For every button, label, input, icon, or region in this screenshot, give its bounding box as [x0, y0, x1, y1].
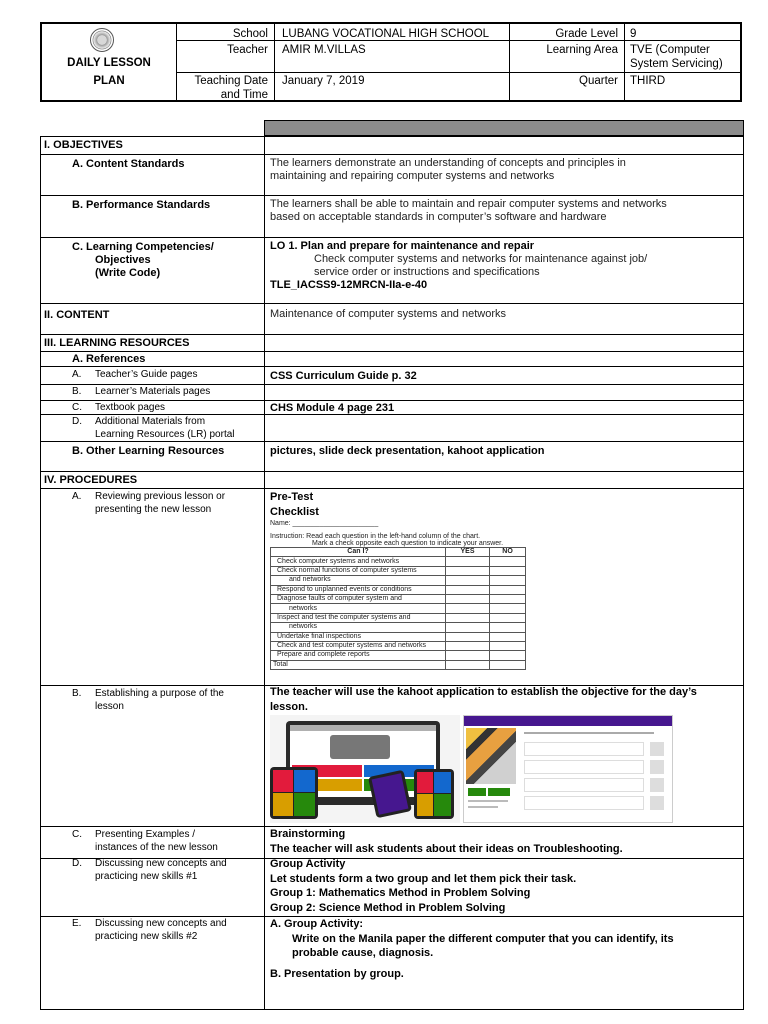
checkbox-yes[interactable]	[446, 613, 490, 622]
checklist-item: Inspect and test the computer systems and	[271, 613, 446, 622]
checklist-item: Diagnose faults of computer system and	[271, 594, 446, 603]
lesson-table	[40, 120, 744, 1010]
pretest-title: Pre-Test Checklist	[270, 491, 319, 518]
ref-num-d: D.	[72, 416, 82, 427]
school-label: School	[232, 28, 268, 40]
grade-value: 9	[630, 28, 637, 40]
page-title: DAILY LESSON PLAN	[67, 57, 151, 87]
checkbox-yes[interactable]	[446, 641, 490, 650]
date-value: January 7, 2019	[282, 75, 365, 87]
deped-seal-icon	[90, 28, 114, 52]
checkbox-yes[interactable]	[446, 594, 490, 603]
area-value: TVE (Computer System Servicing)	[630, 44, 723, 70]
checklist	[270, 520, 528, 670]
checklist-item: Respond to unplanned events or conditions	[271, 585, 446, 594]
checkbox-yes[interactable]	[446, 566, 490, 575]
title-block	[42, 24, 177, 100]
checklist-item: Check computer systems and networks	[271, 557, 446, 566]
proc-b-label: Establishing a purpose of the lesson	[95, 688, 224, 712]
teachers-guide-label: Teacher’s Guide pages	[95, 369, 198, 380]
performance-standards-label: B. Performance Standards	[72, 199, 211, 211]
proc-e-label: Discussing new concepts and practicing new skills #2	[95, 918, 227, 942]
proc-b-text: The teacher will use the kahoot application to establish the objective for the day’s lesson.	[270, 686, 697, 713]
quarter-label: Quarter	[579, 75, 618, 87]
quarter-value: THIRD	[630, 75, 666, 87]
checkbox-no[interactable]	[490, 641, 526, 650]
proc-b-num: B.	[72, 688, 82, 699]
grade-label: Grade Level	[555, 28, 618, 40]
proc-d-label: Discussing new concepts and practicing new skills #1	[95, 858, 227, 882]
checklist-col-question: Can I?	[271, 548, 446, 557]
checklist-col-yes: YES	[446, 548, 490, 557]
checklist-item: Prepare and complete reports	[271, 651, 446, 660]
competencies-label: C. Learning Competencies/ Objectives (Write Code)	[72, 241, 214, 279]
proc-d-text: Group Activity Let students form a two group and let them pick their task. Group 1: Mathematics Method in Problem Solving Group 2: Science Method in Problem Solving	[270, 858, 577, 914]
checklist-item: networks	[271, 604, 446, 613]
checklist-instruction-2: Mark a check opposite each question to indicate your answer.	[312, 540, 504, 547]
competencies-text: LO 1. Plan and prepare for maintenance and repair Check computer systems and networks for maintenance against job/ service order or instructions and specifications TLE_IACSS9-12MRCN-IIa-e-40	[270, 240, 648, 291]
additional-materials-label: Additional Materials from Learning Resources (LR) portal	[95, 416, 235, 440]
teacher-label: Teacher	[227, 44, 268, 56]
content-heading: II. CONTENT	[44, 309, 110, 321]
checkbox-no[interactable]	[490, 613, 526, 622]
proc-a-label: Reviewing previous lesson or presenting the new lesson	[95, 491, 226, 515]
checklist-name: Name: ______________________	[270, 520, 379, 527]
proc-d-num: D.	[72, 858, 82, 869]
teachers-guide-value: CSS Curriculum Guide p. 32	[270, 370, 417, 382]
resources-heading: III. LEARNING RESOURCES	[44, 337, 190, 349]
checkbox-no[interactable]	[490, 585, 526, 594]
proc-e-num: E.	[72, 918, 82, 929]
other-resources-value: pictures, slide deck presentation, kahoot application	[270, 445, 545, 457]
proc-c-num: C.	[72, 829, 82, 840]
ref-num-a: A.	[72, 369, 82, 380]
checklist-table	[270, 547, 526, 670]
content-standards-text: The learners demonstrate an understanding of concepts and principles in maintaining and repairing computer systems and networks	[270, 157, 626, 182]
header-box	[40, 22, 742, 102]
teacher-value: AMIR M.VILLAS	[282, 44, 366, 56]
checklist-col-no: NO	[490, 548, 526, 557]
checklist-item: networks	[271, 623, 446, 632]
date-label: Teaching Date and Time	[194, 75, 268, 101]
ref-num-c: C.	[72, 402, 82, 413]
objectives-heading: I. OBJECTIVES	[44, 139, 123, 151]
checkbox-no[interactable]	[490, 566, 526, 575]
school-value: LUBANG VOCATIONAL HIGH SCHOOL	[282, 28, 490, 40]
content-text: Maintenance of computer systems and networks	[270, 308, 507, 320]
performance-standards-text: The learners shall be able to maintain and repair computer systems and networks based on acceptable standards in computer’s software and hardware	[270, 198, 667, 223]
area-label: Learning Area	[546, 44, 618, 56]
checklist-item: Check and test computer systems and networks	[271, 641, 446, 650]
checkbox-no[interactable]	[490, 594, 526, 603]
proc-c-text: Brainstorming The teacher will ask students about their ideas on Troubleshooting.	[270, 828, 623, 855]
checklist-instruction: Instruction: Read each question in the left-hand column of the chart.	[270, 533, 481, 540]
checkbox-yes[interactable]	[446, 585, 490, 594]
checklist-item: Undertake final inspections	[271, 632, 446, 641]
checklist-item: Check normal functions of computer systems	[271, 566, 446, 575]
checkbox-yes[interactable]	[446, 651, 490, 660]
kahoot-screen-image	[463, 715, 673, 823]
checkbox-no[interactable]	[490, 651, 526, 660]
references-label: A. References	[72, 353, 146, 365]
checklist-item: and networks	[271, 576, 446, 585]
ref-num-b: B.	[72, 386, 82, 397]
content-standards-label: A. Content Standards	[72, 158, 185, 170]
checklist-total: Total	[271, 660, 446, 669]
checkbox-yes[interactable]	[446, 632, 490, 641]
table-header-bar	[264, 120, 744, 136]
textbook-value: CHS Module 4 page 231	[270, 402, 395, 414]
kahoot-devices-image	[270, 715, 460, 823]
proc-a-num: A.	[72, 491, 82, 502]
proc-e-text: A. Group Activity: Write on the Manila paper the different computer that you can identify, its probable cause, diagnosis. B. Presentation by group.	[270, 918, 674, 980]
proc-c-label: Presenting Examples / instances of the new lesson	[95, 829, 218, 853]
textbook-label: Textbook pages	[95, 402, 166, 413]
learners-materials-label: Learner’s Materials pages	[95, 386, 211, 397]
checkbox-no[interactable]	[490, 632, 526, 641]
checkbox-yes[interactable]	[446, 557, 490, 566]
other-resources-label: B. Other Learning Resources	[72, 445, 225, 457]
procedures-heading: IV. PROCEDURES	[44, 474, 138, 486]
checkbox-no[interactable]	[490, 557, 526, 566]
